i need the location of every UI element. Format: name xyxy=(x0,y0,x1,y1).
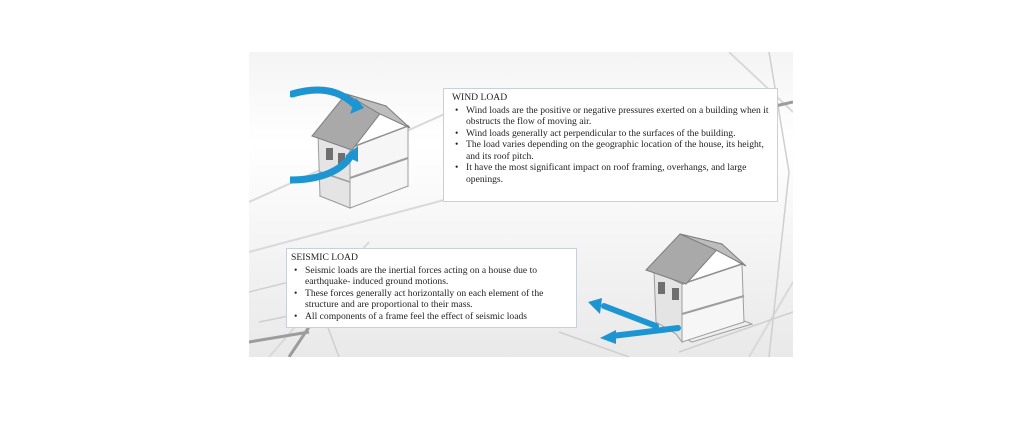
house-wind-icon xyxy=(290,76,440,224)
seismic-load-title: SEISMIC LOAD xyxy=(291,252,358,263)
wind-load-textbox xyxy=(443,88,778,202)
house-seismic-icon xyxy=(582,230,782,348)
list-item: • Seismic loads are the inertial forces acting on a house due to earthquake- induced ground motions. xyxy=(305,265,572,288)
wind-load-title: WIND LOAD xyxy=(452,92,508,103)
list-item: • These forces generally act horizontally on each element of the structure and are proportional to their mass. xyxy=(305,288,572,311)
list-item: • The load varies depending on the geographic location of the house, its height, and its roof pitch. xyxy=(466,139,773,162)
list-item: • All components of a frame feel the effect of seismic loads xyxy=(305,311,572,323)
seismic-load-list xyxy=(291,265,572,323)
seismic-load-textbox xyxy=(286,248,577,328)
list-item: • Wind loads generally act perpendicular to the surfaces of the building. xyxy=(466,128,773,140)
list-item: • Wind loads are the positive or negative pressures exerted on a building when it obstructs the flow of moving air. xyxy=(466,105,773,128)
wind-load-list xyxy=(452,105,773,186)
list-item: • It have the most significant impact on roof framing, overhangs, and large openings. xyxy=(466,162,773,185)
